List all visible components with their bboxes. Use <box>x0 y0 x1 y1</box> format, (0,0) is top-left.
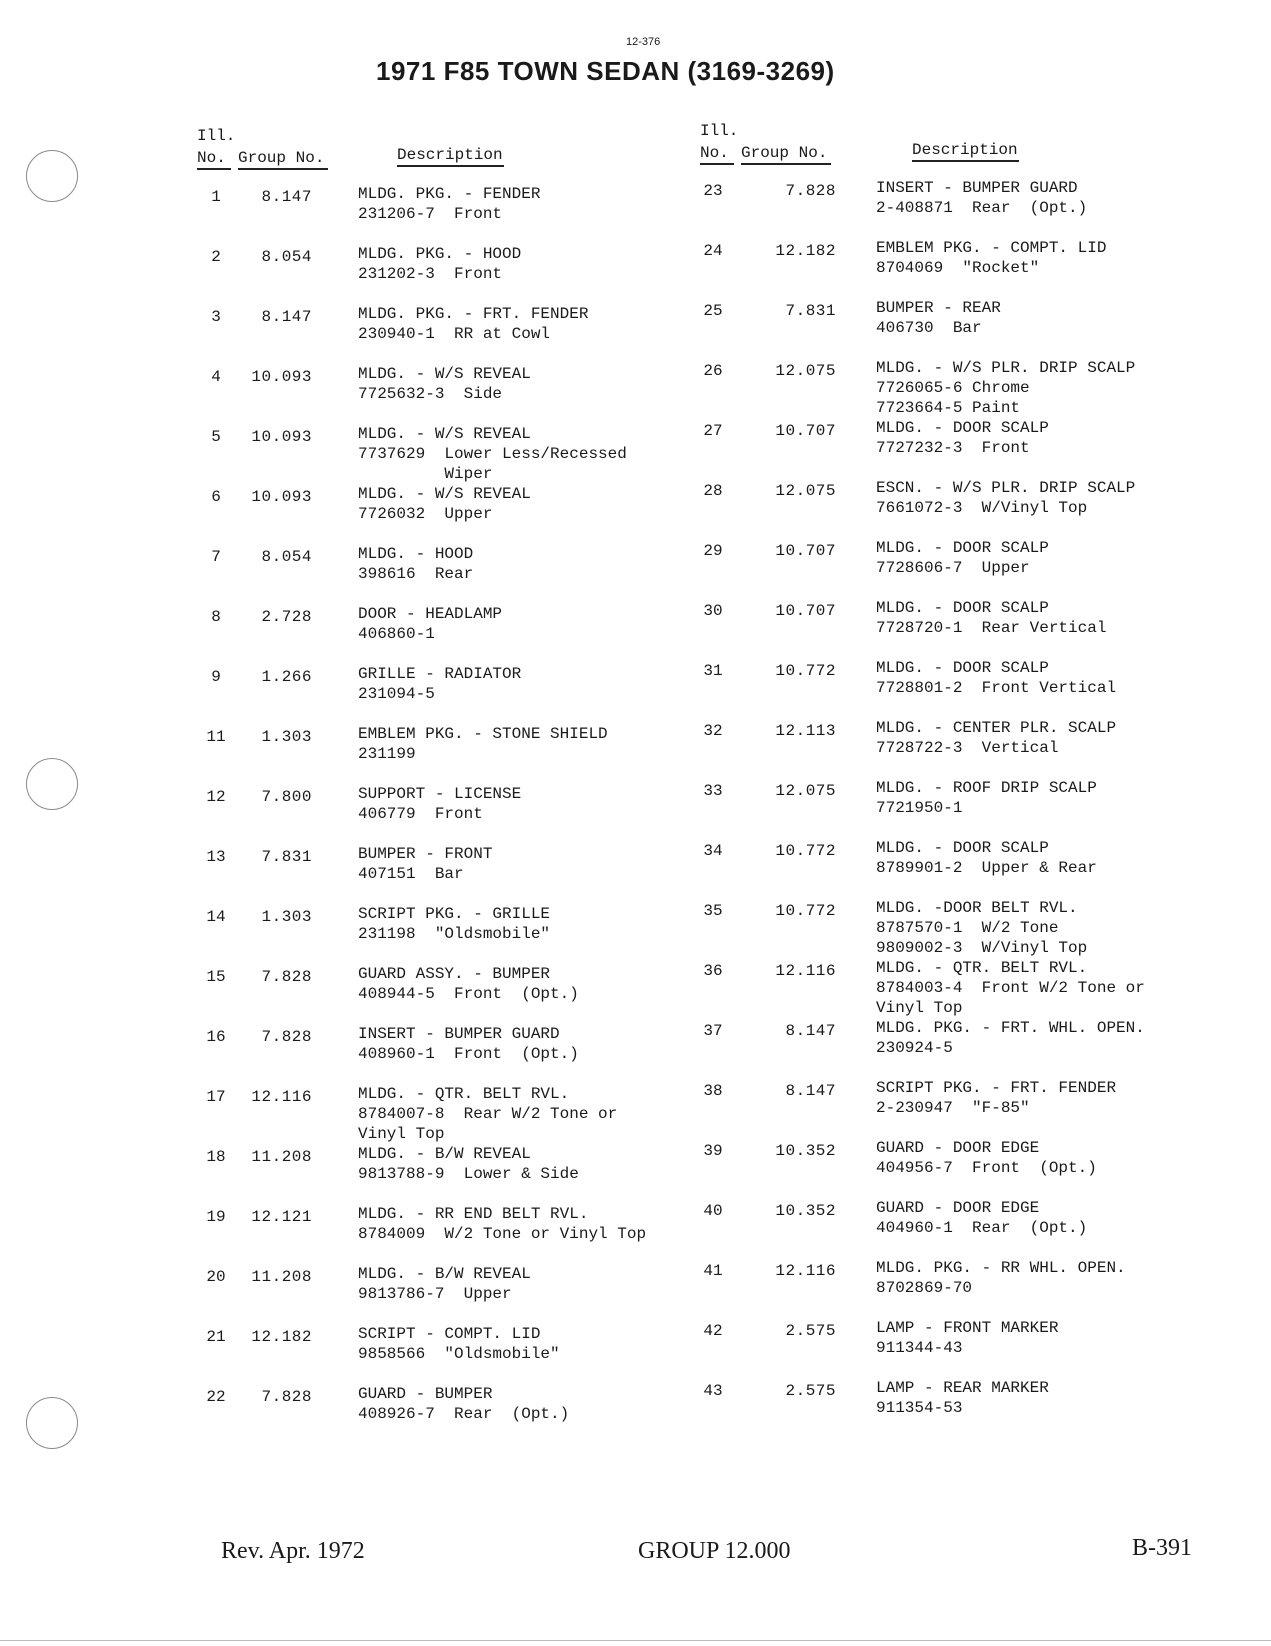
part-number-detail: 406860-1 <box>358 625 435 643</box>
ill-no: 3 <box>211 308 221 326</box>
part-title: MLDG. PKG. - FENDER <box>358 185 541 203</box>
part-number-detail: Wiper <box>358 465 493 483</box>
part-title: SCRIPT - COMPT. LID <box>358 1325 541 1343</box>
part-number-detail: 230940-1 RR at Cowl <box>358 325 551 343</box>
ill-no-header-line2: No. <box>700 144 729 162</box>
group-no: 12.075 <box>775 782 836 800</box>
binder-hole-middle <box>26 758 78 810</box>
group-no: 8.147 <box>261 188 312 206</box>
part-description <box>876 238 1106 278</box>
page-number: B-391 <box>1132 1535 1192 1561</box>
part-title: LAMP - REAR MARKER <box>876 1379 1049 1397</box>
part-number-detail: 9813788-9 Lower & Side <box>358 1165 579 1183</box>
ill-no: 29 <box>703 542 723 560</box>
binder-hole-top <box>26 150 78 202</box>
group-no: 1.266 <box>261 668 312 686</box>
part-number-detail: Vinyl Top <box>876 999 963 1017</box>
part-title: GRILLE - RADIATOR <box>358 665 522 683</box>
part-description <box>358 844 492 884</box>
group-no: 10.093 <box>251 428 312 446</box>
group-no: 7.831 <box>785 302 836 320</box>
part-number-detail: 231198 "Oldsmobile" <box>358 925 551 943</box>
part-number-detail: 7728606-7 Upper <box>876 559 1030 577</box>
part-title: MLDG. - DOOR SCALP <box>876 659 1049 677</box>
group-no: 10.772 <box>775 662 836 680</box>
part-number-detail: 8702869-70 <box>876 1279 973 1297</box>
ill-no: 25 <box>703 302 723 320</box>
ill-no: 12 <box>206 788 226 806</box>
part-title: MLDG. - DOOR SCALP <box>876 599 1049 617</box>
part-description <box>876 178 1087 218</box>
group-no-header: Group No. <box>238 149 325 167</box>
ill-no: 43 <box>703 1382 723 1400</box>
part-number-detail: 7728801-2 Front Vertical <box>876 679 1117 697</box>
part-description <box>358 1384 569 1424</box>
page-title: 1971 F85 TOWN SEDAN (3169-3269) <box>376 56 835 86</box>
ill-no: 36 <box>703 962 723 980</box>
part-number-detail: 9858566 "Oldsmobile" <box>358 1345 560 1363</box>
part-description <box>358 184 540 224</box>
ill-no: 6 <box>211 488 221 506</box>
part-description <box>358 1204 646 1244</box>
part-description <box>358 784 521 824</box>
group-no: 10.772 <box>775 842 836 860</box>
part-title: MLDG. - W/S PLR. DRIP SCALP <box>876 359 1136 377</box>
part-title: SCRIPT PKG. - GRILLE <box>358 905 551 923</box>
part-number-detail: 408926-7 Rear (Opt.) <box>358 1405 570 1423</box>
part-number-detail: 7661072-3 W/Vinyl Top <box>876 499 1088 517</box>
group-no: 10.093 <box>251 488 312 506</box>
part-title: GUARD ASSY. - BUMPER <box>358 965 551 983</box>
part-description <box>876 718 1116 758</box>
part-description <box>876 478 1135 518</box>
ill-no: 28 <box>703 482 723 500</box>
part-number-detail: 8787570-1 W/2 Tone <box>876 919 1059 937</box>
group-no: 12.182 <box>251 1328 312 1346</box>
part-description <box>876 658 1116 698</box>
group-no: 10.352 <box>775 1142 836 1160</box>
ill-no-header-line1: Ill. <box>700 122 739 140</box>
ill-no: 2 <box>211 248 221 266</box>
part-title: MLDG. PKG. - FRT. FENDER <box>358 305 589 323</box>
part-number-detail: 231206-7 Front <box>358 205 503 223</box>
ill-no: 11 <box>206 728 226 746</box>
group-no: 10.772 <box>775 902 836 920</box>
part-title: MLDG. - HOOD <box>358 545 474 563</box>
part-title: MLDG. - DOOR SCALP <box>876 539 1049 557</box>
group-no: 7.828 <box>261 968 312 986</box>
ill-no: 16 <box>206 1028 226 1046</box>
binder-hole-bottom <box>26 1397 78 1449</box>
description-header: Description <box>397 146 503 164</box>
part-number-detail: 8784003-4 Front W/2 Tone or <box>876 979 1145 997</box>
part-number-detail: 7723664-5 Paint <box>876 399 1021 417</box>
part-number-detail: 9809002-3 W/Vinyl Top <box>876 939 1088 957</box>
part-number-detail: 404960-1 Rear (Opt.) <box>876 1219 1088 1237</box>
part-number-detail: Vinyl Top <box>358 1125 445 1143</box>
ill-no: 22 <box>206 1388 226 1406</box>
part-title: MLDG. -DOOR BELT RVL. <box>876 899 1078 917</box>
ill-no: 20 <box>206 1268 226 1286</box>
ill-no: 23 <box>703 182 723 200</box>
group-no: 8.147 <box>785 1022 836 1040</box>
group-no: 8.054 <box>261 548 312 566</box>
part-description <box>876 1018 1145 1058</box>
ill-no: 7 <box>211 548 221 566</box>
ill-no: 31 <box>703 662 723 680</box>
part-number-detail: 7728720-1 Rear Vertical <box>876 619 1107 637</box>
part-title: MLDG. - DOOR SCALP <box>876 839 1049 857</box>
part-title: BUMPER - REAR <box>876 299 1001 317</box>
part-title: MLDG. - B/W REVEAL <box>358 1265 531 1283</box>
group-no: 10.707 <box>775 542 836 560</box>
part-title: LAMP - FRONT MARKER <box>876 1319 1059 1337</box>
group-number: GROUP 12.000 <box>638 1538 791 1564</box>
ill-no: 42 <box>703 1322 723 1340</box>
part-description <box>358 664 521 704</box>
group-no: 10.352 <box>775 1202 836 1220</box>
part-number-detail: 231202-3 Front <box>358 265 503 283</box>
ill-no: 27 <box>703 422 723 440</box>
part-description <box>876 1318 1058 1358</box>
ill-no: 32 <box>703 722 723 740</box>
part-number-detail: 9813786-7 Upper <box>358 1285 512 1303</box>
group-no: 1.303 <box>261 908 312 926</box>
ill-no: 26 <box>703 362 723 380</box>
part-description <box>358 604 502 644</box>
part-description <box>876 1078 1116 1118</box>
part-number-detail: 2-408871 Rear (Opt.) <box>876 199 1088 217</box>
part-title: MLDG. PKG. - HOOD <box>358 245 522 263</box>
part-number-detail: 406779 Front <box>358 805 483 823</box>
group-no-header: Group No. <box>741 144 828 162</box>
group-no: 11.208 <box>251 1268 312 1286</box>
part-title: BUMPER - FRONT <box>358 845 493 863</box>
part-title: MLDG. - CENTER PLR. SCALP <box>876 719 1117 737</box>
ill-no: 5 <box>211 428 221 446</box>
ill-no: 33 <box>703 782 723 800</box>
part-number-detail: 407151 Bar <box>358 865 464 883</box>
part-title: SUPPORT - LICENSE <box>358 785 522 803</box>
part-description <box>876 838 1097 878</box>
ill-no: 34 <box>703 842 723 860</box>
ill-no: 35 <box>703 902 723 920</box>
group-no: 8.147 <box>785 1082 836 1100</box>
part-description <box>358 964 579 1004</box>
header-underline <box>912 160 1019 162</box>
part-description <box>358 1144 579 1184</box>
header-underline <box>741 163 831 165</box>
group-no: 10.093 <box>251 368 312 386</box>
part-number-detail: 408960-1 Front (Opt.) <box>358 1045 579 1063</box>
part-title: MLDG. - QTR. BELT RVL. <box>876 959 1088 977</box>
part-description <box>358 364 531 404</box>
ill-no: 14 <box>206 908 226 926</box>
part-title: INSERT - BUMPER GUARD <box>876 179 1078 197</box>
ill-no: 41 <box>703 1262 723 1280</box>
part-title: SCRIPT PKG. - FRT. FENDER <box>876 1079 1117 1097</box>
part-number-detail: 7737629 Lower Less/Recessed <box>358 445 627 463</box>
header-underline <box>700 163 734 165</box>
ill-no: 17 <box>206 1088 226 1106</box>
group-no: 12.182 <box>775 242 836 260</box>
header-underline <box>197 168 231 170</box>
ill-no: 9 <box>211 668 221 686</box>
ill-no: 40 <box>703 1202 723 1220</box>
group-no: 2.575 <box>785 1382 836 1400</box>
part-description <box>358 484 531 524</box>
part-description <box>358 1324 560 1364</box>
part-title: MLDG. - QTR. BELT RVL. <box>358 1085 570 1103</box>
part-number-detail: 7727232-3 Front <box>876 439 1030 457</box>
group-no: 12.121 <box>251 1208 312 1226</box>
ill-no-header-line2: No. <box>197 149 226 167</box>
part-title: MLDG. - W/S REVEAL <box>358 485 531 503</box>
part-title: MLDG. - W/S REVEAL <box>358 365 531 383</box>
part-number-detail: 404956-7 Front (Opt.) <box>876 1159 1097 1177</box>
part-number-detail: 7721950-1 <box>876 799 963 817</box>
group-no: 7.831 <box>261 848 312 866</box>
part-description <box>358 304 588 344</box>
group-no: 10.707 <box>775 422 836 440</box>
ill-no: 15 <box>206 968 226 986</box>
part-number-detail: 8789901-2 Upper & Rear <box>876 859 1097 877</box>
ill-no: 8 <box>211 608 221 626</box>
ill-no: 4 <box>211 368 221 386</box>
ill-no: 24 <box>703 242 723 260</box>
part-number-detail: 911344-43 <box>876 1339 963 1357</box>
part-description <box>358 1264 531 1304</box>
part-title: EMBLEM PKG. - COMPT. LID <box>876 239 1107 257</box>
revision-date: Rev. Apr. 1972 <box>221 1538 365 1564</box>
part-description <box>358 1084 617 1144</box>
part-description <box>876 298 1001 338</box>
part-description <box>876 898 1087 958</box>
part-number-detail: 911354-53 <box>876 1399 963 1417</box>
part-description <box>876 778 1097 818</box>
part-title: MLDG. - W/S REVEAL <box>358 425 531 443</box>
header-underline <box>238 168 328 170</box>
ill-no: 37 <box>703 1022 723 1040</box>
group-no: 11.208 <box>251 1148 312 1166</box>
ill-no: 21 <box>206 1328 226 1346</box>
part-title: DOOR - HEADLAMP <box>358 605 503 623</box>
part-description <box>358 244 521 284</box>
part-title: MLDG. - RR END BELT RVL. <box>358 1205 589 1223</box>
part-description <box>876 958 1145 1018</box>
group-no: 12.116 <box>775 1262 836 1280</box>
part-number-detail: 406730 Bar <box>876 319 982 337</box>
part-description <box>358 724 608 764</box>
part-number-detail: 230924-5 <box>876 1039 953 1057</box>
part-number-detail: 408944-5 Front (Opt.) <box>358 985 579 1003</box>
part-description <box>358 424 627 484</box>
ill-no-header-line1: Ill. <box>197 127 236 145</box>
part-title: EMBLEM PKG. - STONE SHIELD <box>358 725 608 743</box>
part-description <box>876 1198 1087 1238</box>
header-underline <box>397 165 504 167</box>
part-title: GUARD - DOOR EDGE <box>876 1139 1040 1157</box>
part-number-detail: 7725632-3 Side <box>358 385 503 403</box>
part-title: MLDG. PKG. - FRT. WHL. OPEN. <box>876 1019 1145 1037</box>
part-number-detail: 7726032 Upper <box>358 505 493 523</box>
part-title: MLDG. PKG. - RR WHL. OPEN. <box>876 1259 1126 1277</box>
part-description <box>358 1024 579 1064</box>
group-no: 12.113 <box>775 722 836 740</box>
ill-no: 19 <box>206 1208 226 1226</box>
part-number-detail: 398616 Rear <box>358 565 474 583</box>
part-number-detail: 2-230947 "F-85" <box>876 1099 1030 1117</box>
part-title: MLDG. - DOOR SCALP <box>876 419 1049 437</box>
group-no: 8.147 <box>261 308 312 326</box>
part-number-detail: 8704069 "Rocket" <box>876 259 1040 277</box>
ill-no: 13 <box>206 848 226 866</box>
ill-no: 1 <box>211 188 221 206</box>
group-no: 12.075 <box>775 482 836 500</box>
part-title: ESCN. - W/S PLR. DRIP SCALP <box>876 479 1136 497</box>
part-number-detail: 7728722-3 Vertical <box>876 739 1059 757</box>
group-no: 7.800 <box>261 788 312 806</box>
part-number-detail: 7726065-6 Chrome <box>876 379 1030 397</box>
top-page-number: 12-376 <box>626 36 661 48</box>
part-description <box>358 904 550 944</box>
group-no: 2.728 <box>261 608 312 626</box>
part-description <box>358 544 473 584</box>
part-number-detail: 8784007-8 Rear W/2 Tone or <box>358 1105 618 1123</box>
part-description <box>876 1258 1126 1298</box>
part-title: MLDG. - B/W REVEAL <box>358 1145 531 1163</box>
part-number-detail: 8784009 W/2 Tone or Vinyl Top <box>358 1225 647 1243</box>
ill-no: 18 <box>206 1148 226 1166</box>
group-no: 2.575 <box>785 1322 836 1340</box>
group-no: 12.075 <box>775 362 836 380</box>
part-description <box>876 418 1049 458</box>
part-title: GUARD - BUMPER <box>358 1385 493 1403</box>
part-description <box>876 538 1049 578</box>
ill-no: 38 <box>703 1082 723 1100</box>
group-no: 10.707 <box>775 602 836 620</box>
part-number-detail: 231094-5 <box>358 685 435 703</box>
group-no: 7.828 <box>261 1028 312 1046</box>
ill-no: 39 <box>703 1142 723 1160</box>
group-no: 7.828 <box>785 182 836 200</box>
ill-no: 30 <box>703 602 723 620</box>
part-description <box>876 358 1135 418</box>
description-header: Description <box>912 141 1018 159</box>
part-title: MLDG. - ROOF DRIP SCALP <box>876 779 1097 797</box>
part-description <box>876 598 1106 638</box>
group-no: 12.116 <box>775 962 836 980</box>
part-title: INSERT - BUMPER GUARD <box>358 1025 560 1043</box>
group-no: 8.054 <box>261 248 312 266</box>
part-description <box>876 1138 1097 1178</box>
group-no: 12.116 <box>251 1088 312 1106</box>
part-number-detail: 231199 <box>358 745 416 763</box>
group-no: 7.828 <box>261 1388 312 1406</box>
part-description <box>876 1378 1049 1418</box>
page-bottom-edge <box>0 1640 1271 1641</box>
group-no: 1.303 <box>261 728 312 746</box>
part-title: GUARD - DOOR EDGE <box>876 1199 1040 1217</box>
